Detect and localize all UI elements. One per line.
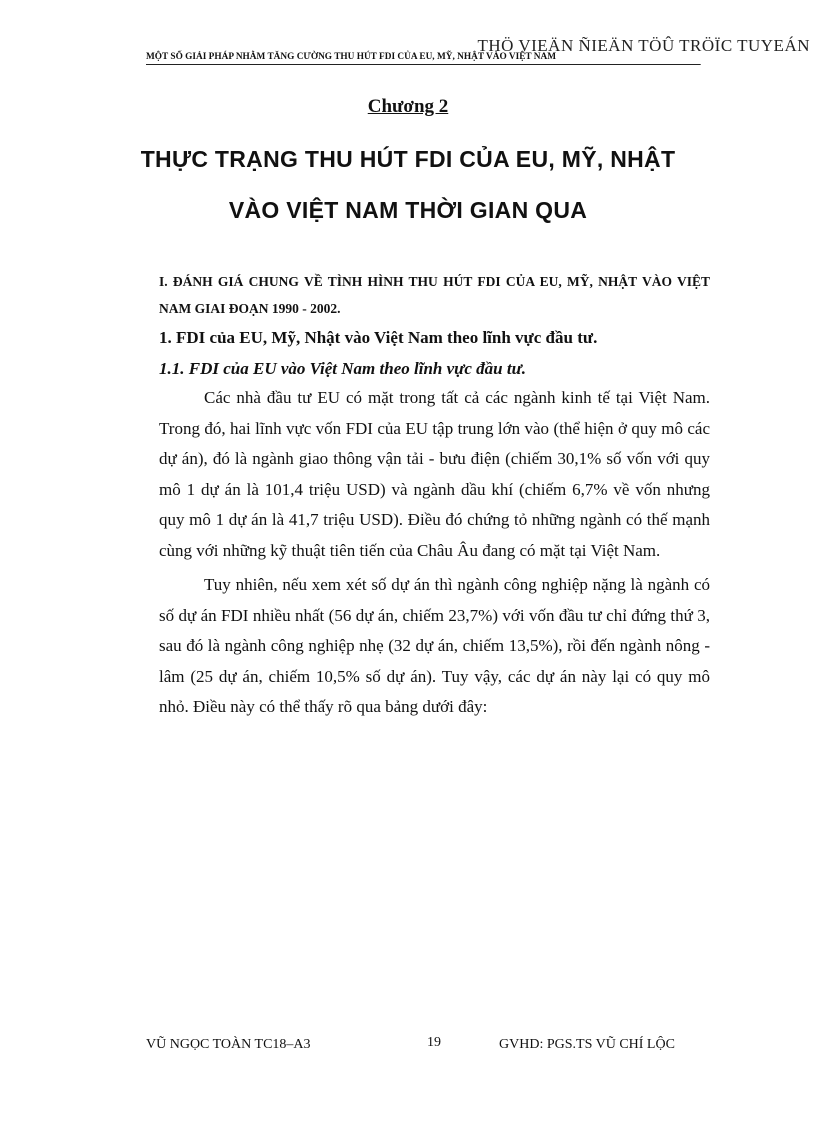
footer-advisor: GVHD: PGS.TS VŨ CHÍ LỘC <box>499 1037 675 1052</box>
subheading: 1. FDI của EU, Mỹ, Nhật vào Việt Nam theo lĩnh vực đầu tư. <box>159 328 598 347</box>
chapter-text: Chương 2 <box>367 96 449 117</box>
page-title-line-2: VÀO VIỆT NAM THỜI GIAN QUA <box>228 197 588 223</box>
chapter-label <box>0 96 816 118</box>
subsubheading: 1.1. FDI của EU vào Việt Nam theo lĩnh vực đầu tư. <box>159 359 527 378</box>
paragraph-2: Tuy nhiên, nếu xem xét số dự án thì ngành công nghiệp nặng là ngành có số dự án FDI nhiều nhất (56 dự án, chiếm 23,7%) với vốn đầu tư chỉ đứng thứ 3, sau đó là ngành công nghiệp nhẹ (32 dự án, chiếm 13,5%), rồi đến ngành nông - lâm (25 dự án, chiếm 10,5% số dự án). Tuy vậy, các dự án này lại có quy mô nhỏ. Điều này có thể thấy rõ qua bảng dưới đây: <box>159 575 710 716</box>
page-number: 19 <box>427 1035 441 1050</box>
body-content <box>159 268 710 723</box>
section-heading: I. ĐÁNH GIÁ CHUNG VỀ TÌNH HÌNH THU HÚT FDI CỦA EU, MỸ, NHẬT VÀO VIỆT NAM GIAI ĐOẠN 1990 - 2002. <box>159 274 710 316</box>
running-header: MỘT SỐ GIẢI PHÁP NHẰM TĂNG CƯỜNG THU HÚT FDI CỦA EU, MỸ, NHẬT VÀO VIỆT NAM <box>146 52 701 65</box>
watermark: THÖ VIEÄN ÑIEÄN TÖÛ TRÖÏC TUYEÁN <box>477 36 810 55</box>
page-title-line-1: THỰC TRẠNG THU HÚT FDI CỦA EU, MỸ, NHẬT <box>140 146 676 172</box>
paragraph-1: Các nhà đầu tư EU có mặt trong tất cả các ngành kinh tế tại Việt Nam. Trong đó, hai lĩnh vực vốn FDI của EU tập trung lớn vào (thể hiện ở quy mô các dự án), đó là ngành giao thông vận tải - bưu điện (chiếm 30,1% số vốn với quy mô 1 dự án là 101,4 triệu USD) và ngành dầu khí (chiếm 6,7% về vốn nhưng quy mô 1 dự án là 41,7 triệu USD). Điều đó chứng tỏ những ngành có thế mạnh cùng với những kỹ thuật tiên tiến của Châu Âu đang có mặt tại Việt Nam. <box>159 388 710 560</box>
footer-author: VŨ NGỌC TOÀN TC18–A3 <box>146 1037 311 1052</box>
